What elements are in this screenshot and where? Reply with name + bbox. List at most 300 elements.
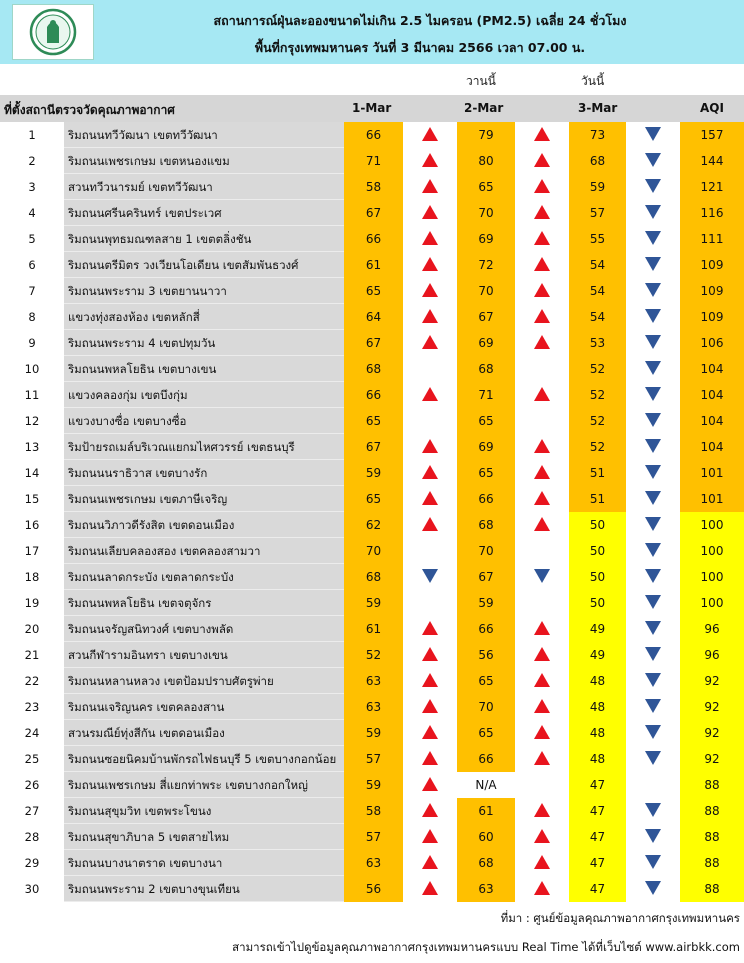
aqi-value: 100: [680, 590, 744, 616]
aqi-value: 88: [680, 772, 744, 798]
trend-1-icon: [403, 538, 457, 564]
up-arrow-icon: [534, 621, 550, 635]
pm25-day1-value: 66: [344, 122, 403, 148]
trend-2-icon: [515, 564, 569, 590]
station-name: ริมถนนนราธิวาส เขตบางรัก: [64, 460, 344, 486]
up-arrow-icon: [534, 517, 550, 531]
table-row: [0, 694, 744, 720]
station-number: 10: [24, 362, 40, 376]
station-number: 15: [24, 492, 40, 506]
pm25-day2-value: 67: [457, 564, 515, 590]
trend-3-icon: [626, 434, 680, 460]
trend-2-icon: [515, 460, 569, 486]
pm25-day1-value: 59: [344, 720, 403, 746]
trend-3-icon: [626, 590, 680, 616]
up-arrow-icon: [534, 725, 550, 739]
pm25-day3-value: 54: [569, 304, 626, 330]
up-arrow-icon: [534, 647, 550, 661]
up-arrow-icon: [422, 439, 438, 453]
trend-2-icon: [515, 798, 569, 824]
aqi-value: 101: [680, 460, 744, 486]
aqi-column-header: AQI: [700, 101, 724, 115]
pm25-day3-value: 57: [569, 200, 626, 226]
up-arrow-icon: [534, 439, 550, 453]
aqi-value: 104: [680, 434, 744, 460]
station-number: 11: [24, 388, 40, 402]
up-arrow-icon: [422, 673, 438, 687]
pm25-day3-value: 47: [569, 772, 626, 798]
station-number: 23: [24, 700, 40, 714]
pm25-day1-value: 65: [344, 408, 403, 434]
table-row: [0, 486, 744, 512]
report-title: สถานการณ์ฝุ่นละอองขนาดไม่เกิน 2.5 ไมครอน (PM2.5) เฉลี่ย 24 ชั่วโมง: [213, 13, 627, 28]
station-number: 18: [24, 570, 40, 584]
station-name: ริมถนนหลานหลวง เขตป้อมปราบศัตรูพ่าย: [64, 668, 344, 694]
trend-3-icon: [626, 304, 680, 330]
table-row: [0, 408, 744, 434]
pm25-day2-value: 79: [457, 122, 515, 148]
station-number: 17: [24, 544, 40, 558]
down-arrow-icon: [645, 127, 661, 141]
trend-2-icon: [515, 720, 569, 746]
aqi-value: 88: [680, 824, 744, 850]
down-arrow-icon: [645, 751, 661, 765]
down-arrow-icon: [645, 413, 661, 427]
trend-1-icon: [403, 694, 457, 720]
station-name: ริมป้ายรถเมล์บริเวณแยกมไหศวรรย์ เขตธนบุรี: [64, 434, 344, 460]
pm25-day1-value: 59: [344, 460, 403, 486]
up-arrow-icon: [534, 257, 550, 271]
pm25-day2-value: 65: [457, 174, 515, 200]
aqi-value: 144: [680, 148, 744, 174]
pm25-day3-value: 49: [569, 642, 626, 668]
trend-2-icon: [515, 616, 569, 642]
trend-1-icon: [403, 356, 457, 382]
down-arrow-icon: [645, 309, 661, 323]
station-name: สวนทวีวนารมย์ เขตทวีวัฒนา: [64, 174, 344, 200]
up-arrow-icon: [534, 309, 550, 323]
aqi-value: 109: [680, 304, 744, 330]
up-arrow-icon: [422, 751, 438, 765]
trend-3-icon: [626, 720, 680, 746]
table-row: [0, 278, 744, 304]
station-name: สวนรมณีย์ทุ่งสีกัน เขตดอนเมือง: [64, 720, 344, 746]
up-arrow-icon: [422, 829, 438, 843]
table-row: [0, 590, 744, 616]
pm25-day1-value: 70: [344, 538, 403, 564]
up-arrow-icon: [422, 855, 438, 869]
pm25-day2-value: 56: [457, 642, 515, 668]
station-number: 6: [28, 258, 36, 272]
up-arrow-icon: [534, 751, 550, 765]
pm25-day3-value: 73: [569, 122, 626, 148]
trend-1-icon: [403, 486, 457, 512]
table-row: [0, 876, 744, 902]
trend-2-icon: [515, 252, 569, 278]
trend-1-icon: [403, 772, 457, 798]
trend-1-icon: [403, 434, 457, 460]
pm25-day3-value: 51: [569, 460, 626, 486]
table-row: [0, 226, 744, 252]
trend-3-icon: [626, 330, 680, 356]
station-name: แขวงคลองกุ่ม เขตบึงกุ่ม: [64, 382, 344, 408]
up-arrow-icon: [534, 881, 550, 895]
station-name: ริมถนนเพชรเกษม เขตหนองแขม: [64, 148, 344, 174]
trend-1-icon: [403, 148, 457, 174]
up-arrow-icon: [422, 335, 438, 349]
station-number: 3: [28, 180, 36, 194]
trend-3-icon: [626, 538, 680, 564]
header-banner: [0, 0, 744, 64]
station-number: 9: [28, 336, 36, 350]
trend-3-icon: [626, 512, 680, 538]
pm25-day1-value: 67: [344, 200, 403, 226]
station-number: 19: [24, 596, 40, 610]
down-arrow-icon: [645, 855, 661, 869]
trend-2-icon: [515, 330, 569, 356]
up-arrow-icon: [422, 465, 438, 479]
trend-3-icon: [626, 824, 680, 850]
today-label: วันนี้: [581, 74, 605, 88]
up-arrow-icon: [422, 283, 438, 297]
aqi-value: 111: [680, 226, 744, 252]
station-name: สวนกีฬารามอินทรา เขตบางเขน: [64, 642, 344, 668]
table-row: [0, 824, 744, 850]
pm25-day3-value: 54: [569, 278, 626, 304]
up-arrow-icon: [422, 517, 438, 531]
trend-3-icon: [626, 798, 680, 824]
pm25-day2-value: 63: [457, 876, 515, 902]
station-name: ริมถนนบางนาตราด เขตบางนา: [64, 850, 344, 876]
aqi-value: 92: [680, 694, 744, 720]
trend-2-icon: [515, 538, 569, 564]
date-1-column-header: 1-Mar: [352, 101, 392, 115]
station-name: ริมถนนจรัญสนิทวงศ์ เขตบางพลัด: [64, 616, 344, 642]
pm25-day2-value: 70: [457, 200, 515, 226]
aqi-value: 109: [680, 252, 744, 278]
trend-1-icon: [403, 304, 457, 330]
pm25-day3-value: 52: [569, 408, 626, 434]
down-arrow-icon: [645, 569, 661, 583]
station-number: 30: [24, 882, 40, 896]
pm25-day2-value: 61: [457, 798, 515, 824]
station-number: 14: [24, 466, 40, 480]
down-arrow-icon: [645, 439, 661, 453]
aqi-value: 96: [680, 616, 744, 642]
pm25-day3-value: 50: [569, 590, 626, 616]
station-name: แขวงทุ่งสองห้อง เขตหลักสี่: [64, 304, 344, 330]
trend-3-icon: [626, 408, 680, 434]
station-number: 22: [24, 674, 40, 688]
aqi-value: 88: [680, 876, 744, 902]
pm25-day3-value: 50: [569, 564, 626, 590]
pm25-day2-value: 66: [457, 746, 515, 772]
trend-3-icon: [626, 564, 680, 590]
trend-2-icon: [515, 434, 569, 460]
trend-1-icon: [403, 382, 457, 408]
trend-1-icon: [403, 512, 457, 538]
pm25-day1-value: 56: [344, 876, 403, 902]
trend-1-icon: [403, 200, 457, 226]
aqi-value: 121: [680, 174, 744, 200]
up-arrow-icon: [422, 491, 438, 505]
source-note: ที่มา : ศูนย์ข้อมูลคุณภาพอากาศกรุงเทพมหานคร: [500, 911, 740, 925]
pm25-day3-value: 51: [569, 486, 626, 512]
aqi-value: 96: [680, 642, 744, 668]
pm25-day1-value: 67: [344, 434, 403, 460]
station-number: 8: [28, 310, 36, 324]
trend-2-icon: [515, 590, 569, 616]
trend-2-icon: [515, 824, 569, 850]
trend-3-icon: [626, 668, 680, 694]
down-arrow-icon: [645, 179, 661, 193]
station-number: 26: [24, 778, 40, 792]
aqi-value: 88: [680, 798, 744, 824]
up-arrow-icon: [422, 803, 438, 817]
pm25-day2-value: 70: [457, 538, 515, 564]
pm25-day2-value: 70: [457, 278, 515, 304]
trend-2-icon: [515, 304, 569, 330]
pm25-day3-value: 50: [569, 512, 626, 538]
station-number: 21: [24, 648, 40, 662]
table-row: [0, 382, 744, 408]
down-arrow-icon: [645, 829, 661, 843]
pm25-day3-value: 52: [569, 382, 626, 408]
up-arrow-icon: [422, 725, 438, 739]
pm25-day1-value: 63: [344, 850, 403, 876]
pm25-day1-value: 67: [344, 330, 403, 356]
up-arrow-icon: [422, 621, 438, 635]
trend-2-icon: [515, 876, 569, 902]
pm25-day1-value: 59: [344, 772, 403, 798]
trend-2-icon: [515, 694, 569, 720]
down-arrow-icon: [645, 621, 661, 635]
station-column-header: ที่ตั้งสถานีตรวจวัดคุณภาพอากาศ: [4, 103, 175, 117]
aqi-value: 116: [680, 200, 744, 226]
down-arrow-icon: [645, 673, 661, 687]
down-arrow-icon: [645, 283, 661, 297]
station-number: 27: [24, 804, 40, 818]
up-arrow-icon: [422, 257, 438, 271]
pm25-day2-value: 80: [457, 148, 515, 174]
station-name: ริมถนนวิภาวดีรังสิต เขตดอนเมือง: [64, 512, 344, 538]
trend-3-icon: [626, 252, 680, 278]
station-name: ริมถนนตรีมิตร วงเวียนโอเดียน เขตสัมพันธวงศ์: [64, 252, 344, 278]
down-arrow-icon: [645, 153, 661, 167]
pm25-day3-value: 47: [569, 850, 626, 876]
trend-3-icon: [626, 200, 680, 226]
trend-3-icon: [626, 850, 680, 876]
trend-1-icon: [403, 876, 457, 902]
trend-3-icon: [626, 382, 680, 408]
up-arrow-icon: [534, 491, 550, 505]
trend-1-icon: [403, 408, 457, 434]
pm25-day2-value: 68: [457, 356, 515, 382]
table-row: [0, 798, 744, 824]
trend-3-icon: [626, 122, 680, 148]
station-number: 29: [24, 856, 40, 870]
station-name: ริมถนนเจริญนคร เขตคลองสาน: [64, 694, 344, 720]
trend-3-icon: [626, 876, 680, 902]
pm25-day1-value: 52: [344, 642, 403, 668]
trend-1-icon: [403, 616, 457, 642]
station-number: 28: [24, 830, 40, 844]
pm25-day2-value: 69: [457, 226, 515, 252]
table-row: [0, 772, 744, 798]
trend-2-icon: [515, 174, 569, 200]
down-arrow-icon: [645, 257, 661, 271]
station-name: ริมถนนพหลโยธิน เขตจตุจักร: [64, 590, 344, 616]
trend-3-icon: [626, 642, 680, 668]
station-name: ริมถนนพระราม 3 เขตยานนาวา: [64, 278, 344, 304]
pm25-day1-value: 68: [344, 564, 403, 590]
pm25-day1-value: 71: [344, 148, 403, 174]
up-arrow-icon: [534, 179, 550, 193]
station-name: ริมถนนพุทธมณฑลสาย 1 เขตตลิ่งชัน: [64, 226, 344, 252]
aqi-value: 104: [680, 356, 744, 382]
up-arrow-icon: [534, 803, 550, 817]
table-row: [0, 330, 744, 356]
pm25-day1-value: 57: [344, 746, 403, 772]
trend-2-icon: [515, 642, 569, 668]
pm25-day1-value: 58: [344, 174, 403, 200]
trend-2-icon: [515, 122, 569, 148]
trend-3-icon: [626, 278, 680, 304]
pm25-day1-value: 65: [344, 278, 403, 304]
pm25-day2-value: 67: [457, 304, 515, 330]
table-row: [0, 200, 744, 226]
pm25-day1-value: 63: [344, 694, 403, 720]
station-number: 7: [28, 284, 36, 298]
table-row: [0, 512, 744, 538]
station-number: 5: [28, 232, 36, 246]
pm25-day3-value: 54: [569, 252, 626, 278]
aqi-value: 92: [680, 720, 744, 746]
up-arrow-icon: [534, 699, 550, 713]
station-name: ริมถนนพระราม 4 เขตปทุมวัน: [64, 330, 344, 356]
trend-1-icon: [403, 746, 457, 772]
pm25-day2-value: 71: [457, 382, 515, 408]
table-row: [0, 668, 744, 694]
trend-2-icon: [515, 200, 569, 226]
up-arrow-icon: [422, 205, 438, 219]
pm25-day2-value: 68: [457, 850, 515, 876]
aqi-value: 100: [680, 564, 744, 590]
pm25-day3-value: 52: [569, 356, 626, 382]
date-3-column-header: 3-Mar: [578, 101, 618, 115]
trend-2-icon: [515, 382, 569, 408]
pm25-day3-value: 47: [569, 876, 626, 902]
station-number: 20: [24, 622, 40, 636]
aqi-value: 92: [680, 746, 744, 772]
aqi-value: 101: [680, 486, 744, 512]
station-number: 1: [28, 128, 36, 142]
pm25-day1-value: 65: [344, 486, 403, 512]
table-row: [0, 746, 744, 772]
pm25-day2-value: 66: [457, 486, 515, 512]
trend-2-icon: [515, 278, 569, 304]
up-arrow-icon: [422, 127, 438, 141]
down-arrow-icon: [645, 595, 661, 609]
table-row: [0, 642, 744, 668]
aqi-value: 157: [680, 122, 744, 148]
up-arrow-icon: [422, 179, 438, 193]
report-subtitle: พื้นที่กรุงเทพมหานคร วันที่ 3 มีนาคม 2566 เวลา 07.00 น.: [254, 40, 586, 55]
aqi-value: 100: [680, 512, 744, 538]
pm25-day2-value: 59: [457, 590, 515, 616]
down-arrow-icon: [645, 543, 661, 557]
station-name: ริมถนนเพชรเกษม สี่แยกท่าพระ เขตบางกอกใหญ่: [64, 772, 344, 798]
up-arrow-icon: [422, 881, 438, 895]
down-arrow-icon: [645, 361, 661, 375]
trend-2-icon: [515, 226, 569, 252]
trend-2-icon: [515, 746, 569, 772]
trend-3-icon: [626, 356, 680, 382]
down-arrow-icon: [645, 803, 661, 817]
trend-3-icon: [626, 616, 680, 642]
table-row: [0, 720, 744, 746]
pm25-day2-value: 65: [457, 408, 515, 434]
table-row: [0, 122, 744, 148]
trend-3-icon: [626, 746, 680, 772]
up-arrow-icon: [422, 153, 438, 167]
trend-1-icon: [403, 850, 457, 876]
down-arrow-icon: [645, 205, 661, 219]
table-row: [0, 252, 744, 278]
trend-1-icon: [403, 824, 457, 850]
aqi-value: 92: [680, 668, 744, 694]
station-number: 2: [28, 154, 36, 168]
up-arrow-icon: [534, 855, 550, 869]
table-row: [0, 564, 744, 590]
pm25-day2-value: 65: [457, 720, 515, 746]
trend-1-icon: [403, 174, 457, 200]
column-header-row: [0, 95, 744, 122]
pm25-day1-value: 59: [344, 590, 403, 616]
station-name: แขวงบางซื่อ เขตบางซื่อ: [64, 408, 344, 434]
trend-2-icon: [515, 772, 569, 798]
pm25-day1-value: 63: [344, 668, 403, 694]
table-row: [0, 616, 744, 642]
trend-3-icon: [626, 694, 680, 720]
trend-3-icon: [626, 174, 680, 200]
pm25-day3-value: 68: [569, 148, 626, 174]
table-row: [0, 538, 744, 564]
pm25-day3-value: 59: [569, 174, 626, 200]
up-arrow-icon: [422, 647, 438, 661]
pm25-day2-value: 69: [457, 330, 515, 356]
pm25-day2-value: 72: [457, 252, 515, 278]
pm25-day1-value: 58: [344, 798, 403, 824]
down-arrow-icon: [645, 647, 661, 661]
table-row: [0, 850, 744, 876]
station-name: ริมถนนเลียบคลองสอง เขตคลองสามวา: [64, 538, 344, 564]
pm25-day2-value: 65: [457, 668, 515, 694]
trend-1-icon: [403, 720, 457, 746]
pm25-day1-value: 57: [344, 824, 403, 850]
up-arrow-icon: [534, 335, 550, 349]
station-number: 24: [24, 726, 40, 740]
aqi-value: 104: [680, 408, 744, 434]
bma-seal-icon: [12, 4, 94, 60]
station-name: ริมถนนลาดกระบัง เขตลาดกระบัง: [64, 564, 344, 590]
station-name: ริมถนนสุขาภิบาล 5 เขตสายไหม: [64, 824, 344, 850]
trend-2-icon: [515, 512, 569, 538]
station-name: ริมถนนพหลโยธิน เขตบางเขน: [64, 356, 344, 382]
pm25-day1-value: 61: [344, 252, 403, 278]
up-arrow-icon: [534, 153, 550, 167]
table-row: [0, 356, 744, 382]
